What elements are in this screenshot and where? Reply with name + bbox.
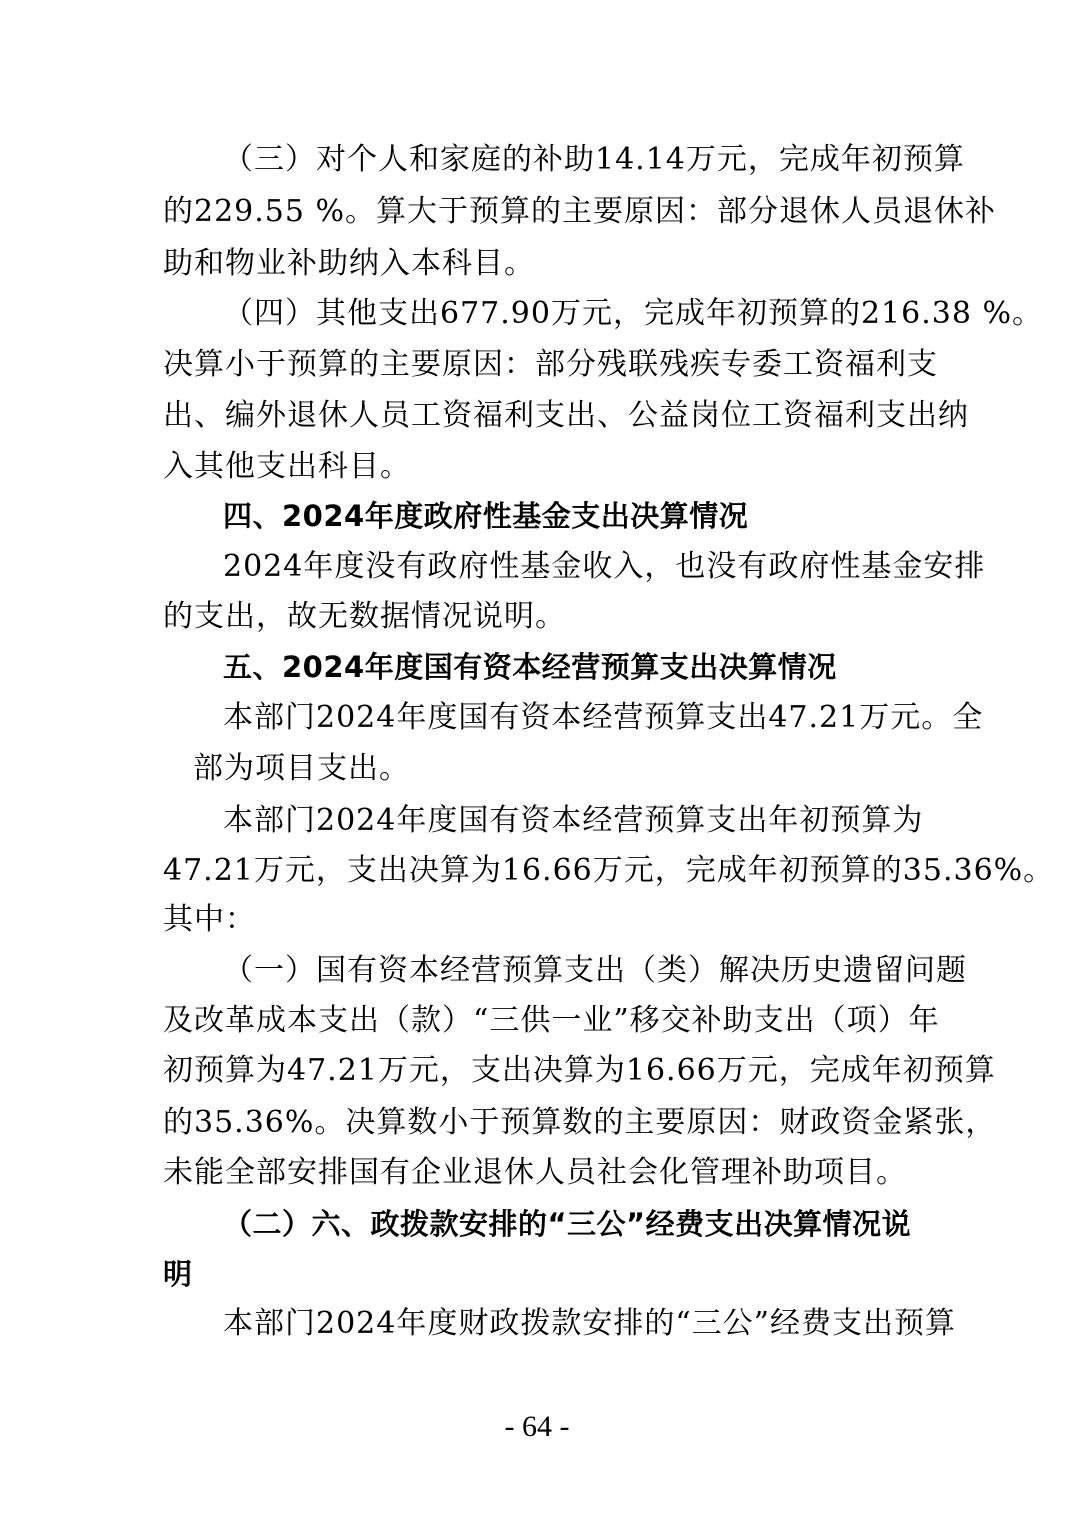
paragraph-line: 本部门2024年度财政拨款安排的“三公”经费支出预算	[223, 1306, 957, 1341]
paragraph-line: （四）其他支出677.90万元，完成年初预算的216.38 %。	[223, 296, 1043, 331]
paragraph-line: 入其他支出科目。	[163, 449, 411, 484]
paragraph-line: 47.21万元，支出决算为16.66万元，完成年初预算的35.36%。	[163, 853, 1055, 888]
paragraph-line: 初预算为47.21万元，支出决算为16.66万元，完成年初预算	[163, 1053, 996, 1088]
page-number: - 64 -	[504, 1410, 570, 1443]
section-heading: （二）六、政拨款安排的“三公”经费支出决算情况说	[223, 1207, 912, 1241]
paragraph-line: 的35.36%。决算数小于预算数的主要原因：财政资金紧张，	[163, 1105, 997, 1140]
section-heading: 四、2024年度政府性基金支出决算情况	[223, 499, 749, 533]
section-heading: 五、2024年度国有资本经营预算支出决算情况	[223, 650, 837, 684]
paragraph-line: 其中：	[163, 902, 256, 937]
paragraph-line: 2024年度没有政府性基金收入，也没有政府性基金安排	[223, 549, 986, 584]
section-heading-continued: 明	[163, 1257, 193, 1291]
paragraph-line: 助和物业补助纳入本科目。	[163, 246, 535, 281]
paragraph-line: 本部门2024年度国有资本经营预算支出年初预算为	[223, 803, 924, 838]
paragraph-line: 本部门2024年度国有资本经营预算支出47.21万元。全	[223, 700, 984, 735]
paragraph-line: 的支出，故无数据情况说明。	[163, 599, 566, 634]
paragraph-line: 部为项目支出。	[193, 751, 410, 786]
paragraph-line: （三）对个人和家庭的补助14.14万元，完成年初预算	[223, 142, 965, 177]
paragraph-line: 决算小于预算的主要原因：部分残联残疾专委工资福利支	[163, 347, 938, 382]
paragraph-line: 的229.55 %。算大于预算的主要原因：部分退休人员退休补	[163, 194, 997, 229]
paragraph-line: 出、编外退休人员工资福利支出、公益岗位工资福利支出纳	[163, 398, 969, 433]
paragraph-line: 未能全部安排国有企业退休人员社会化管理补助项目。	[163, 1155, 907, 1190]
paragraph-line: （一）国有资本经营预算支出（类）解决历史遗留问题	[223, 953, 967, 988]
paragraph-line: 及改革成本支出（款）“三供一业”移交补助支出（项）年	[163, 1003, 940, 1038]
